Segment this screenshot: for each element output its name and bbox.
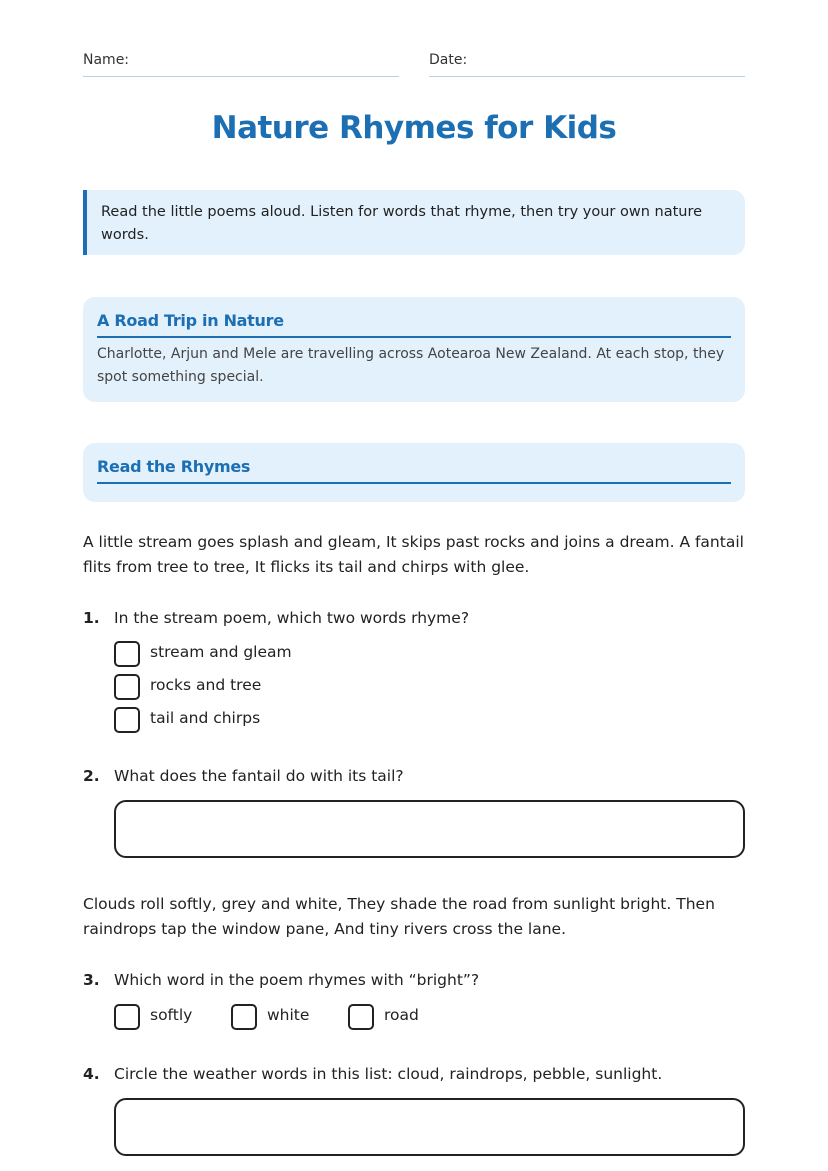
intro-callout: Read the little poems aloud. Listen for words that rhyme, then try your own nature words. xyxy=(83,190,745,255)
road-trip-heading: A Road Trip in Nature xyxy=(97,311,731,338)
answer-box-question-2[interactable] xyxy=(114,800,745,858)
question-number: 1. xyxy=(83,609,100,627)
option-label: stream and gleam xyxy=(150,643,292,661)
question-text: Which word in the poem rhymes with “bright”? xyxy=(114,971,480,989)
checkbox[interactable] xyxy=(348,1004,374,1030)
answer-box-question-4[interactable] xyxy=(114,1098,745,1156)
question-text: What does the fantail do with its tail? xyxy=(114,767,404,785)
clouds-poem: Clouds roll softly, grey and white, They shade the road from sunlight bright. Then raindrops tap the window pane, And tiny rivers cross the lane. xyxy=(83,895,715,938)
date-field[interactable] xyxy=(429,52,745,77)
question-number: 2. xyxy=(83,767,100,785)
read-rhymes-heading: Read the Rhymes xyxy=(97,457,731,484)
question-number: 4. xyxy=(83,1065,100,1083)
name-field[interactable] xyxy=(83,52,399,77)
checkbox[interactable] xyxy=(114,1004,140,1030)
option-label: rocks and tree xyxy=(150,676,262,694)
option-label: softly xyxy=(150,1006,193,1024)
question-number: 3. xyxy=(83,971,100,989)
road-trip-body: Charlotte, Arjun and Mele are travelling across Aotearoa New Zealand. At each stop, they spot something special. xyxy=(97,346,725,385)
checkbox[interactable] xyxy=(231,1004,257,1030)
option-label: road xyxy=(384,1006,419,1024)
stream-poem: A little stream goes splash and gleam, It skips past rocks and joins a dream. A fantail flits from tree to tree, It flicks its tail and chirps with glee. xyxy=(83,533,744,576)
date-label: Date: xyxy=(429,52,468,68)
question-text: In the stream poem, which two words rhyme? xyxy=(114,609,470,627)
checkbox[interactable] xyxy=(114,641,140,667)
name-date-row xyxy=(83,52,745,77)
option-label: tail and chirps xyxy=(150,709,261,727)
checkbox[interactable] xyxy=(114,707,140,733)
road-trip-panel xyxy=(83,297,745,402)
name-label: Name: xyxy=(83,52,130,68)
page-title: Nature Rhymes for Kids xyxy=(211,110,617,146)
question-text: Circle the weather words in this list: cloud, raindrops, pebble, sunlight. xyxy=(114,1065,663,1083)
checkbox[interactable] xyxy=(114,674,140,700)
read-rhymes-panel xyxy=(83,443,745,502)
option-label: white xyxy=(267,1006,310,1024)
